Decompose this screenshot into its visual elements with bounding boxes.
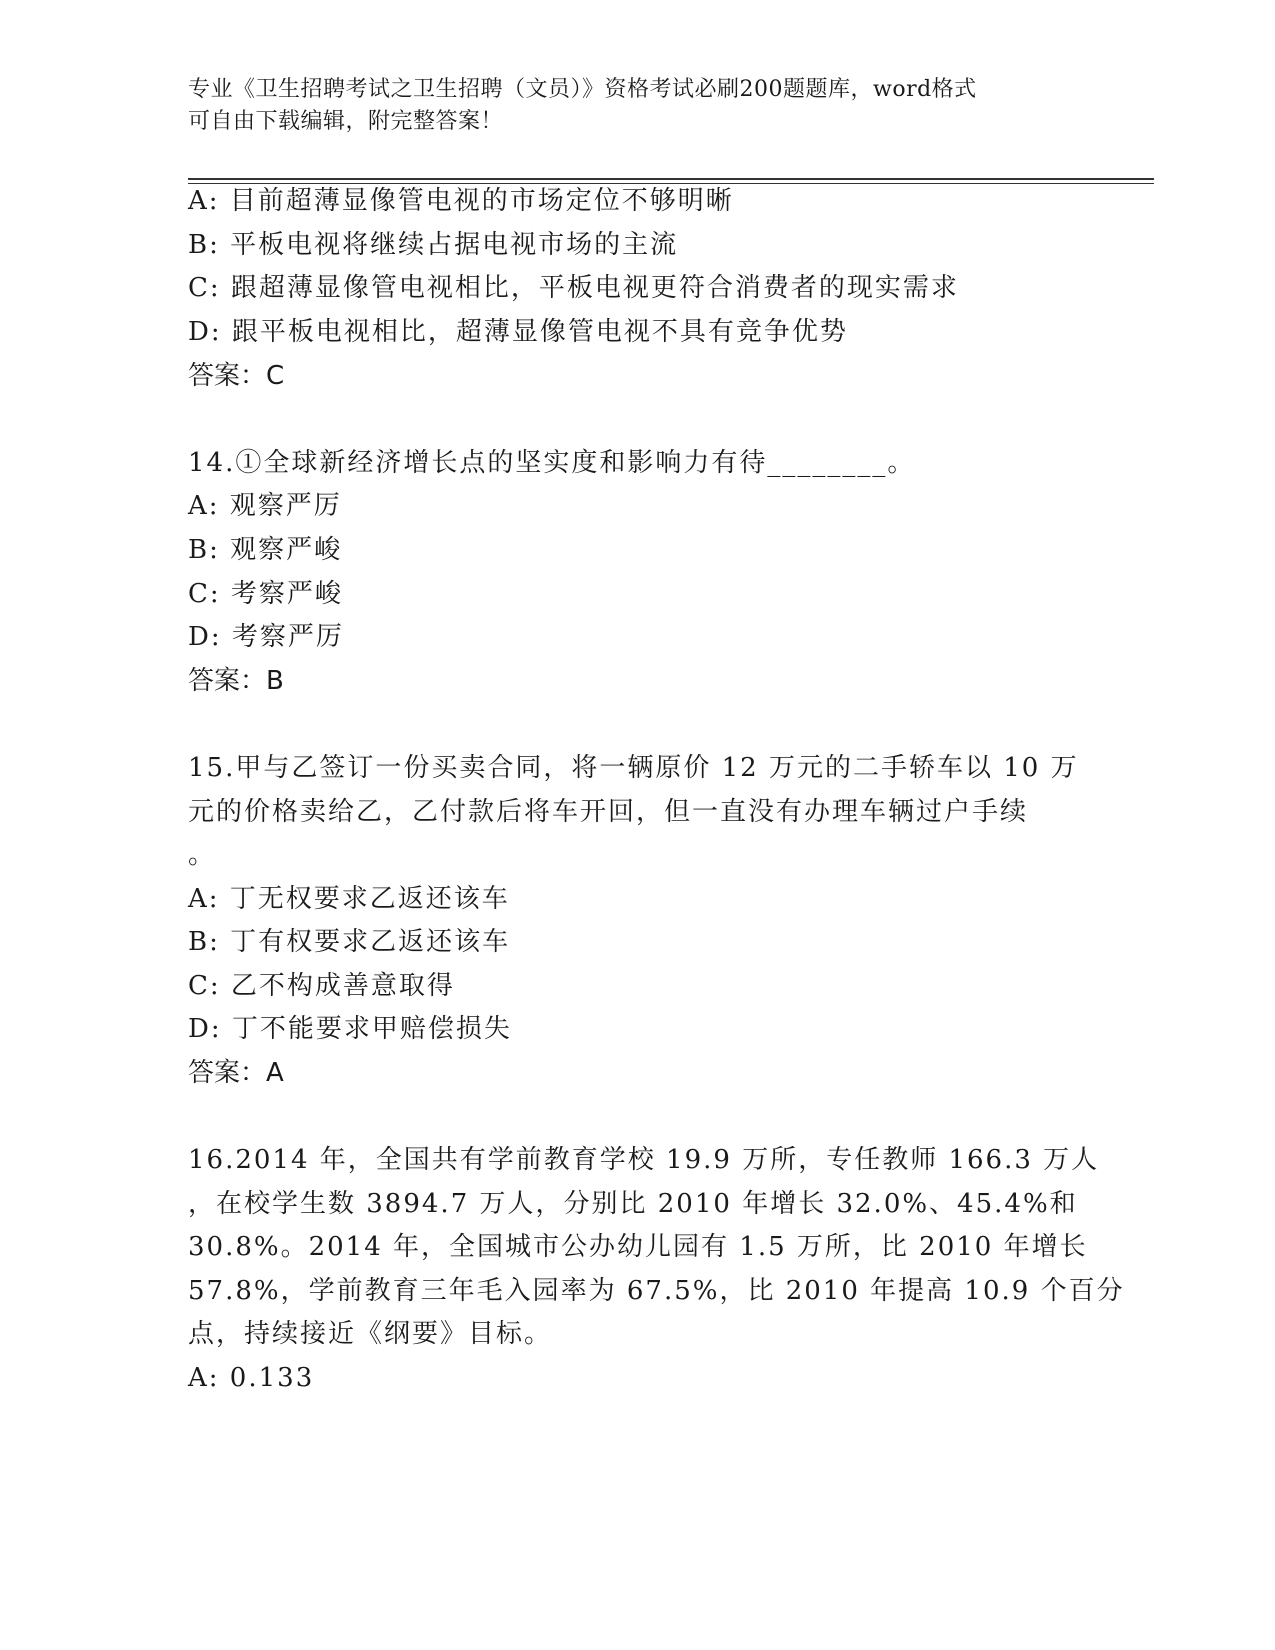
q13-answer: 答案：C [188,361,285,391]
document-header [188,74,1088,138]
q14-stem: 14.①全球新经济增长点的坚实度和影响力有待________。 [188,448,916,478]
q15-stem-line-2: 元的价格卖给乙，乙付款后将车开回，但一直没有办理车辆过户手续 [188,797,1029,827]
q13-option-d: D: 跟平板电视相比，超薄显像管电视不具有竞争优势 [188,317,848,347]
header-divider-thick [188,178,1154,180]
q15-stem-line-3: 。 [188,840,217,870]
q15-option-d: D: 丁不能要求甲赔偿损失 [188,1014,512,1044]
q15-option-c: C: 乙不构成善意取得 [188,971,455,1001]
q13-option-b: B: 平板电视将继续占据电视市场的主流 [188,230,679,260]
q13-option-a: A: 目前超薄显像管电视的市场定位不够明晰 [188,186,734,216]
header-line-2: 可自由下载编辑，附完整答案！ [188,109,504,134]
q16-stem-line-2: ，在校学生数 3894.7 万人，分别比 2010 年增长 32.0%、45.4%和 [188,1189,1078,1219]
q13-option-c: C: 跟超薄显像管电视相比，平板电视更符合消费者的现实需求 [188,273,959,303]
q15-option-a: A: 丁无权要求乙返还该车 [188,884,510,914]
q14-option-d: D: 考察严厉 [188,622,344,652]
q15-stem-line-1: 15.甲与乙签订一份买卖合同，将一辆原价 12 万元的二手轿车以 10 万 [188,753,1079,783]
q14-answer: 答案：B [188,666,284,696]
q16-stem-line-4: 57.8%，学前教育三年毛入园率为 67.5%，比 2010 年提高 10.9 个百分 [188,1276,1125,1306]
q15-answer: 答案：A [188,1058,284,1088]
q15-option-b: B: 丁有权要求乙返还该车 [188,927,511,957]
q16-stem-line-3: 30.8%。2014 年，全国城市公办幼儿园有 1.5 万所，比 2010 年增长 [188,1232,1088,1262]
header-line-1: 专业《卫生招聘考试之卫生招聘（文员）》资格考试必刷200题题库，word格式 [188,77,977,102]
q16-option-a: A: 0.133 [188,1363,315,1393]
q14-option-b: B: 观察严峻 [188,535,343,565]
q16-stem-line-5: 点，持续接近《纲要》目标。 [188,1319,553,1349]
q14-option-a: A: 观察严厉 [188,491,342,521]
q16-stem-line-1: 16.2014 年，全国共有学前教育学校 19.9 万所，专任教师 166.3 万人 [188,1145,1100,1175]
q14-option-c: C: 考察严峻 [188,579,343,609]
